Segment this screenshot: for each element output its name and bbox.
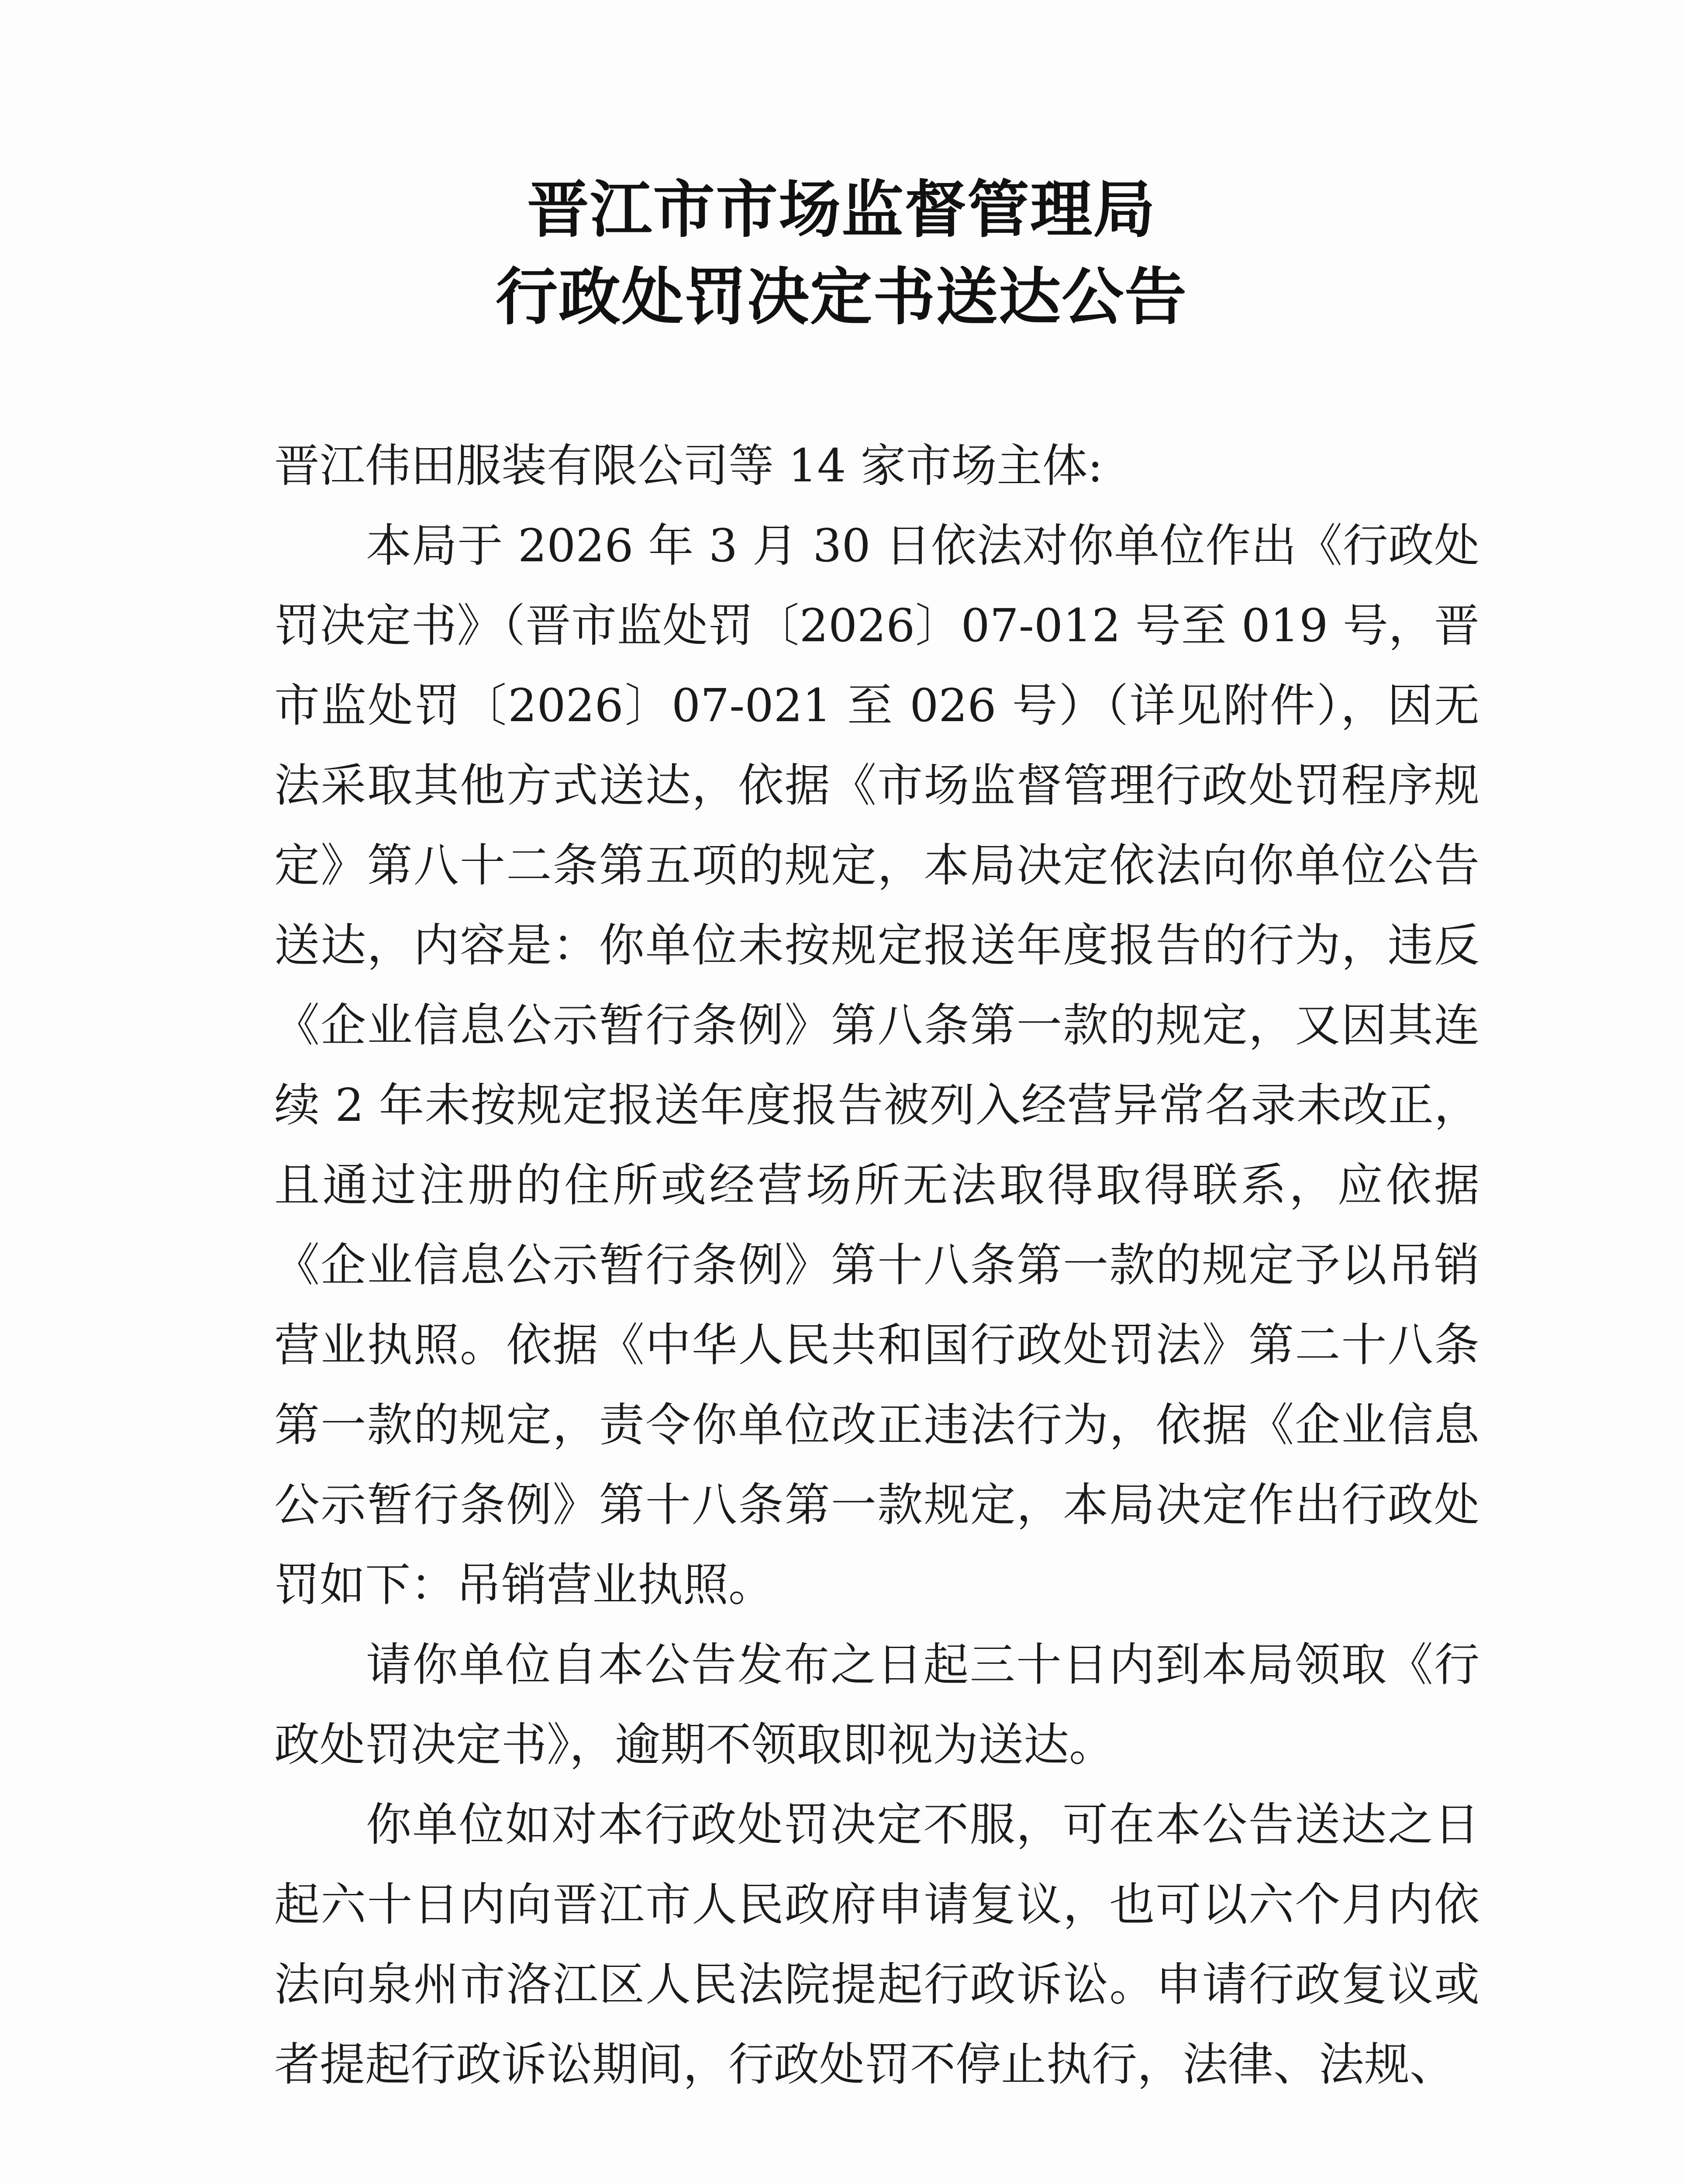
title-line-1: 晋江市市场监督管理局 <box>527 173 1156 246</box>
paragraph-appeal: 你单位如对本行政处罚决定不服，可在本公告送达之日起六十日内向晋江市人民政府申请复议，也可以六个月内依法向泉州市洛江区人民法院提起行政诉讼。申请行政复议或者提起行政诉讼期间，行政处罚不停止执行，法律、法规、 <box>274 1798 1480 2091</box>
paragraph-decision: 本局于 2026 年 3 月 30 日依法对你单位作出《行政处罚决定书》（晋市监处罚〔2026〕07-012 号至 019 号，晋市监处罚〔2026〕07-021 至 026 号）（详见附件），因无法采取其他方式送达，依据《市场监督管理行政处罚程序规定》第八十二条第五项的规定，本局决定依法向你单位公告送达，内容是：你单位未按规定报送年度报告的行为，违反《企业信息公示暂行条例》第八条第一款的规定，又因其连续 2 年未按规定报送年度报告被列入经营异常名录未改正，且通过注册的住所或经营场所无法取得取得联系，应依据《企业信息公示暂行条例》第十八条第一款的规定予以吊销营业执照。依据《中华人民共和国行政处罚法》第二十八条第一款的规定，责令你单位改正违法行为，依据《企业信息公示暂行条例》第十八条第一款规定，本局决定作出行政处罚如下：吊销营业执照。 <box>274 519 1480 1611</box>
document-title <box>0 166 1683 341</box>
title-line-2: 行政处罚决定书送达公告 <box>496 261 1187 333</box>
document-body <box>274 426 1480 2105</box>
paragraph-collection: 请你单位自本公告发布之日起三十日内到本局领取《行政处罚决定书》，逾期不领取即视为送达。 <box>274 1638 1480 1771</box>
salutation: 晋江伟田服装有限公司等 14 家市场主体: <box>274 439 1103 492</box>
